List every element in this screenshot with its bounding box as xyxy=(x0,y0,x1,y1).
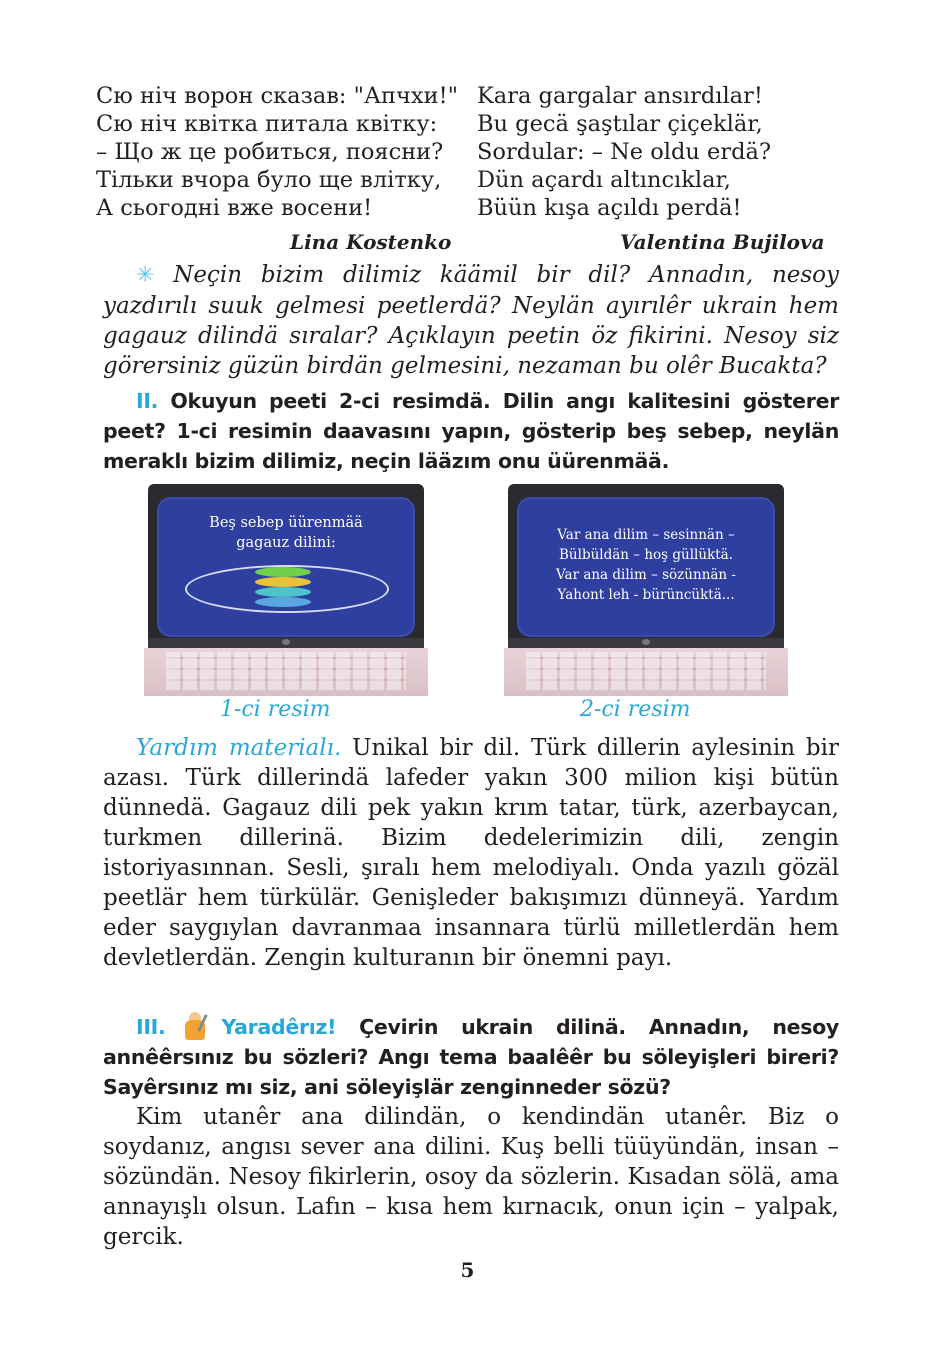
question-paragraph xyxy=(103,260,839,381)
task-2-text xyxy=(103,386,839,476)
laptop-keyboard xyxy=(526,652,766,690)
laptop-picture-1 xyxy=(148,484,424,696)
poem-line: Сю ніч квітка питала квітку: xyxy=(96,111,438,137)
poem-line: – Що ж це робиться, поясни? xyxy=(96,139,444,165)
screen-line: gagauz dilini: xyxy=(236,535,336,551)
poem-line: А сьогодні вже восени! xyxy=(96,195,373,221)
help-label: Yardım materialı. xyxy=(136,735,342,761)
laptop-keyboard xyxy=(166,652,406,690)
proverbs-paragraph: Kim utanêr ana dilindän, o kendindän utanêr. Biz o soydanız, angısı sever ana dilini. Kuş belli tüüyündän, insan – sözündän. Nesoy fikirlerin, osoy da sözlerin. Kısadan sölä, ama annayışlı olsun. Lafın – kısa hem kırnacık, onun için – yalpak, gercik. xyxy=(103,1104,839,1250)
task-3-text xyxy=(103,1012,839,1102)
task-number: II. xyxy=(136,389,159,413)
screen-line: Var ana dilim – sesinnän – xyxy=(557,527,735,543)
laptop-screen xyxy=(517,497,775,637)
spiral-graphic xyxy=(255,567,311,611)
snowflake-icon: ✳ xyxy=(136,263,155,288)
laptop-logo xyxy=(642,639,650,645)
task-label: Yaradêrız! xyxy=(221,1015,337,1039)
page-number: 5 xyxy=(460,1258,475,1282)
laptop-logo xyxy=(282,639,290,645)
poem-line: Тільки вчора було ще влітку, xyxy=(96,167,442,193)
proverbs-block xyxy=(103,1102,839,1252)
screen-text xyxy=(517,525,775,605)
caption-picture-2: 2-ci resim xyxy=(580,697,691,722)
task-number: III. xyxy=(136,1015,166,1039)
task-instruction: Çevirin ukrain dilinä. Annadın, nesoy annêêrsınız bu sözleri? Angı tema baalêêr bu söleyişleri bireri? Sayêrsınız mı siz, ani söleyişlär zenginneder sözü? xyxy=(103,1015,839,1099)
poem-ukrainian xyxy=(96,82,458,222)
poem-line: Сю ніч ворон сказав: "Апчхи!" xyxy=(96,83,458,109)
task-instruction: Okuyun peeti 2-ci resimdä. Dilin angı kalitesini gösterer peet? 1-ci resimin daavasını yapın, gösterip beş sebep, neylän meraklı bizim dilimiz, neçin lääzım onu üürenmää. xyxy=(103,389,840,473)
task-3 xyxy=(103,1012,839,1102)
screen-text xyxy=(157,513,415,553)
screen-line: Var ana dilim – sözünnän - xyxy=(556,567,736,583)
question-block xyxy=(103,260,839,381)
screen-line: Yahont leh - bürüncüktä... xyxy=(557,587,735,603)
laptop-picture-2 xyxy=(508,484,784,696)
help-text: Unikal bir dil. Türk dillerin aylesinin bir azası. Türk dillerindä lafeder yakın 300 milion kişi bütün dünnedä. Gagauz dili pek yakın krım tatar, türk, azerbaycan, turkmen dillerinä. Bizim dedelerimizin dili, zengin istoriyasınnan. Sesli, şıralı hem melodiyalı. Onda yazılı gözäl peetlär hem türkülär. Genişleder bakışımızı dünneyä. Yardım eder saygıylan davranmaa insannara türlü milletlerdän hem devletlerdän. Zengin kulturanın bir önemni payı. xyxy=(103,735,839,971)
screen-line: Bülbüldän – hoş güllüktä. xyxy=(559,547,733,563)
author-left: Lina Kostenko xyxy=(290,230,452,254)
poem-line: Büün kışa açıldı perdä! xyxy=(477,195,742,221)
help-paragraph xyxy=(103,733,839,973)
author-right: Valentina Bujilova xyxy=(620,230,825,254)
poem-line: Sordular: – Ne oldu erdä? xyxy=(477,139,772,165)
poem-line: Kara gargalar ansırdılar! xyxy=(477,83,763,109)
screen-line: Beş sebep üürenmää xyxy=(209,515,363,531)
poem-line: Bu gecä şaştılar çiçeklär, xyxy=(477,111,763,137)
help-material xyxy=(103,733,839,973)
poem-line: Dün açardı altıncıklar, xyxy=(477,167,731,193)
writing-person-icon xyxy=(179,1012,211,1040)
poem-gagauz xyxy=(477,82,771,222)
caption-picture-1: 1-ci resim xyxy=(220,697,331,722)
question-text: Neçin bizim dilimiz käämil bir dil? Annadın, nesoy yazdırılı suuk gelmesi peetlerdä? Neylän ayırılêr ukrain hem gagauz dilindä sıralar? Açıklayın peetin öz fikirini. Nesoy siz görersiniz güzün birdän gelmesini, nezaman bu olêr Bucakta? xyxy=(103,262,840,379)
laptop-screen xyxy=(157,497,415,637)
task-2 xyxy=(103,386,839,476)
